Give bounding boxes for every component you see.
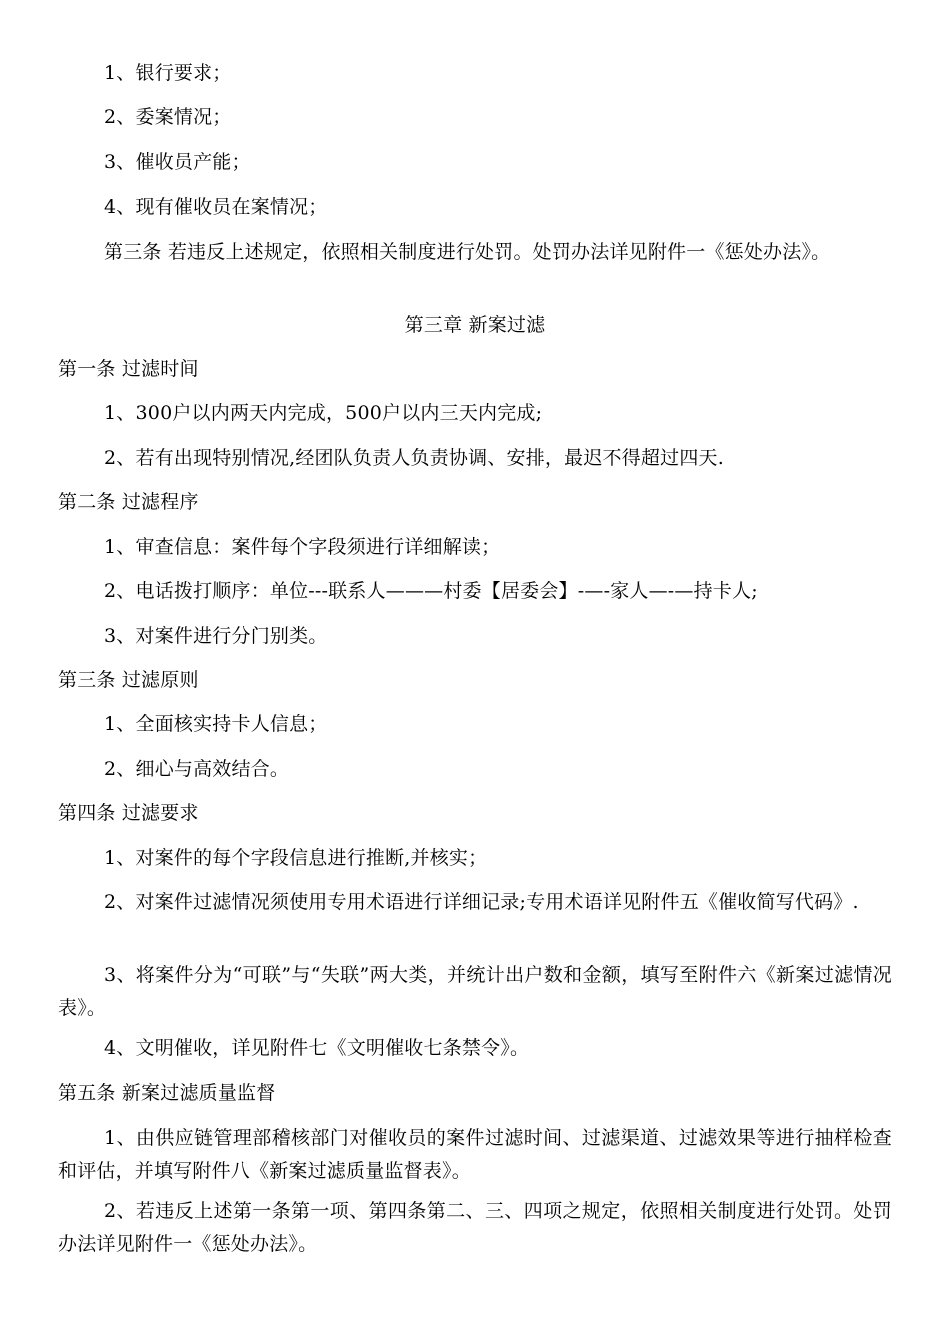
list-item-audit-sampling: 1、由供应链管理部稽核部门对催收员的案件过滤时间、过滤渠道、过滤效果等进行抽样检查和评估，并填写附件八《新案过滤质量监督表》。 <box>58 1127 892 1182</box>
article-heading-filter-procedure: 第二条 过滤程序 <box>58 491 199 513</box>
list-item-case-status: 2、委案情况； <box>104 106 232 128</box>
article-heading-quality-supervision: 第五条 新案过滤质量监督 <box>58 1082 276 1104</box>
list-item-record-terms: 2、对案件过滤情况须使用专用术语进行详细记录;专用术语详见附件五《催收简写代码》. <box>104 891 859 913</box>
list-item-special-case: 2、若有出现特别情况,经团队负责人负责协调、安排，最迟不得超过四天. <box>104 447 724 469</box>
list-item-collector-capacity: 3、催收员产能； <box>104 151 251 173</box>
list-item-categorize-cases: 3、将案件分为“可联”与“失联”两大类，并统计出户数和金额，填写至附件六《新案过滤情况表》。 <box>58 964 892 1019</box>
list-item-filter-deadline: 1、300户以内两天内完成，500户以内三天内完成; <box>104 402 543 424</box>
list-item-infer-verify: 1、对案件的每个字段信息进行推断,并核实； <box>104 847 488 869</box>
list-item-current-collectors: 4、现有催收员在案情况； <box>104 196 328 218</box>
list-item-civil-collection: 4、文明催收，详见附件七《文明催收七条禁令》。 <box>104 1037 530 1059</box>
list-item-bank-requirements: 1、银行要求； <box>104 62 232 84</box>
list-item-classify: 3、对案件进行分门别类。 <box>104 625 328 647</box>
list-item-violation-penalty: 2、若违反上述第一条第一项、第四条第二、三、四项之规定，依照相关制度进行处罚。处罚办法详见附件一《惩处办法》。 <box>58 1200 892 1255</box>
article-heading-filter-time: 第一条 过滤时间 <box>58 358 199 380</box>
chapter-heading: 第三章 新案过滤 <box>404 314 546 336</box>
list-item-call-order: 2、电话拨打顺序：单位---联系人———村委【居委会】-—-家人—-—持卡人; <box>104 580 758 602</box>
list-item-careful-efficient: 2、细心与高效结合。 <box>104 758 290 780</box>
list-item-review-info: 1、审查信息：案件每个字段须进行详细解读； <box>104 536 501 558</box>
article-three-penalty: 第三条 若违反上述规定，依照相关制度进行处罚。处罚办法详见附件一《惩处办法》。 <box>104 241 831 263</box>
article-heading-filter-principles: 第三条 过滤原则 <box>58 669 199 691</box>
article-heading-filter-requirements: 第四条 过滤要求 <box>58 802 199 824</box>
list-item-verify-cardholder: 1、全面核实持卡人信息； <box>104 713 328 735</box>
